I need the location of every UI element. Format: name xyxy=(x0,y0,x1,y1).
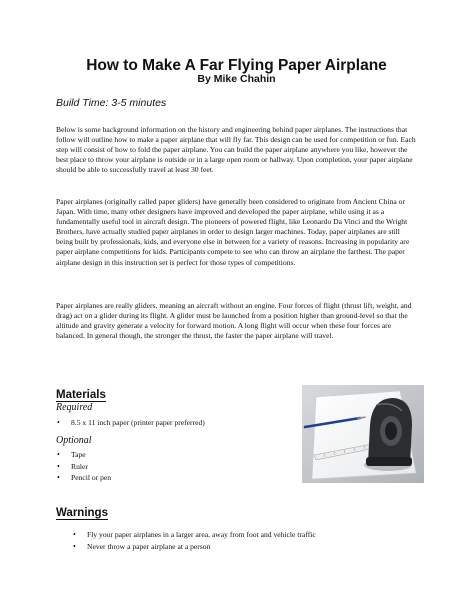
list-item: • Pencil or pen xyxy=(56,472,111,484)
warnings-heading xyxy=(56,507,108,520)
build-time: Build Time: 3-5 minutes xyxy=(56,97,167,109)
physics-paragraph: Paper airplanes are really gliders, meaning an aircraft without an engine. Four forces of flight (thrust lift, weight, and drag) act on a glider during its flight. A glider must be launched from a position higher than ground-level so that the altitude and gravity generate a velocity for forward motion. A long flight will occur when these four forces are balanced. In general though, the stronger the thrust, the faster the paper airplane will travel. xyxy=(56,301,412,341)
tape-dispenser-ruler-pen-photo-icon xyxy=(302,385,424,483)
warnings-heading-text: Warnings xyxy=(56,507,108,519)
author-byline: By Mike Chahin xyxy=(197,73,276,85)
materials-photo xyxy=(302,385,424,483)
history-paragraph: Paper airplanes (originally called paper gliders) have generally been considered to originate from Ancient China or Japan. With time, many other designers have improved and developed the paper airplane, while using it as a fundamentally useful tool in aircraft design. The pioneers of powered flight, like Leonardo Da Vinci and the Wright Brothers, have actually studied paper airplanes in order to design larger machines. Today, paper airplanes are still being built by professionals, kids, and everyone else in between for a variety of reasons. Increasing in popularity are paper airplane competitions for kids. Participants compete to see who can throw an airplane the farthest. The paper airplane design in this instruction set is perfect for those types of competitions. xyxy=(56,197,410,267)
intro-paragraph: Below is some background information on the history and engineering behind paper airplanes. The instructions that follow will outline how to make a paper airplane that will fly far. This design can be used for competition or fun. Each step will consist of how to fold the paper airplane. You can build the paper airplane anywhere you like, however the best place to throw your airplane is outside or in a large open room or hallway. Upon completion, your paper airplane should be able to successfully travel at least 30 feet. xyxy=(56,125,416,175)
list-item: • Tape xyxy=(56,449,111,461)
warnings-list xyxy=(72,529,316,552)
required-subheading: Required xyxy=(56,402,93,413)
optional-list xyxy=(56,449,111,484)
list-item: • Fly your paper airplanes in a larger area, away from foot and vehicle traffic xyxy=(72,529,316,541)
list-item: • 8.5 x 11 inch paper (printer paper preferred) xyxy=(56,417,205,429)
materials-heading-text: Materials xyxy=(56,389,106,401)
list-item: • Ruler xyxy=(56,461,111,473)
materials-heading xyxy=(56,389,106,402)
list-item: • Never throw a paper airplane at a person xyxy=(72,541,316,553)
required-list xyxy=(56,417,205,429)
document-title: How to Make A Far Flying Paper Airplane xyxy=(86,57,387,74)
optional-subheading: Optional xyxy=(56,435,92,446)
